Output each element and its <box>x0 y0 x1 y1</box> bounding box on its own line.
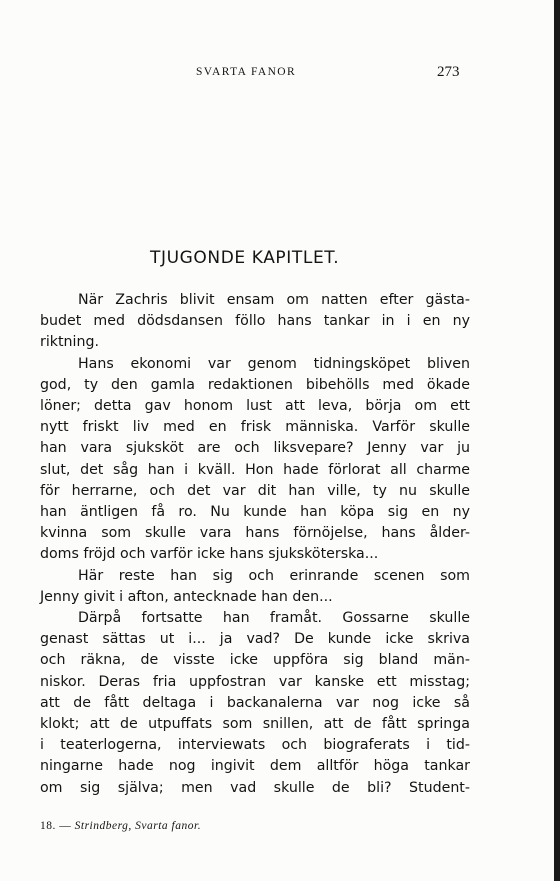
page-header <box>0 66 554 86</box>
text-line: klokt; att de utpuffats som snillen, att de fått springa <box>40 716 470 733</box>
text-line: att de fått deltaga i backanalerna var nog icke så <box>40 694 470 711</box>
text-line: nytt friskt liv med en frisk människa. Varför skulle <box>40 419 470 436</box>
text-line: riktning. <box>40 334 99 351</box>
text-line: ningarne hade nog ingivit dem alltför höga tankar <box>40 758 470 775</box>
text-line: budet med dödsdansen föllo hans tankar in i en ny <box>40 313 470 330</box>
footer-title: Strindberg, Svarta fanor. <box>74 820 202 832</box>
text-line: han äntligen få ro. Nu kunde han köpa sig en ny <box>40 504 470 521</box>
page-footer <box>40 820 201 832</box>
chapter-title: TJUGONDE KAPITLET. <box>150 248 340 268</box>
text-line: kvinna som skulle vara hans förnöjelse, hans ålder- <box>40 525 470 542</box>
text-line: han vara sjuksköt are och liksvepare? Jenny var ju <box>40 440 470 457</box>
text-line: om sig själva; men vad skulle de bli? Student- <box>40 779 470 796</box>
text-line: Därpå fortsatte han framåt. Gossarne skulle <box>78 610 470 627</box>
text-line: Hans ekonomi var genom tidningsköpet bliven <box>78 355 470 372</box>
text-line: Här reste han sig och erinrande scenen som <box>78 567 470 584</box>
text-line: löner; detta gav honom lust att leva, börja om ett <box>40 398 470 415</box>
text-line: niskor. Deras fria uppfostran var kanske ett misstag; <box>40 673 470 690</box>
text-line: genast sättas ut i... ja vad? De kunde icke skriva <box>40 631 470 648</box>
text-line: och räkna, de visste icke uppföra sig bland män- <box>40 652 470 669</box>
page-number: 273 <box>437 64 460 80</box>
text-line: för herrarne, och det var dit han ville, ty nu skulle <box>40 482 470 499</box>
signature-mark: 18. — <box>40 820 72 832</box>
text-line: slut, det såg han i kväll. Hon hade förlorat all charme <box>40 461 470 478</box>
text-line: god, ty den gamla redaktionen bibehölls med ökade <box>40 376 470 393</box>
text-line: Jenny givit i afton, antecknade han den... <box>40 588 333 605</box>
text-line: i teaterlogerna, interviewats och biograferats i tid- <box>40 737 470 754</box>
running-title: SVARTA FANOR <box>196 66 297 78</box>
text-line: doms fröjd och varför icke hans sjuksköterska... <box>40 546 379 563</box>
text-line: När Zachris blivit ensam om natten efter gästa- <box>78 292 470 308</box>
body-text <box>40 290 470 799</box>
page-edge-shadow <box>554 0 560 881</box>
